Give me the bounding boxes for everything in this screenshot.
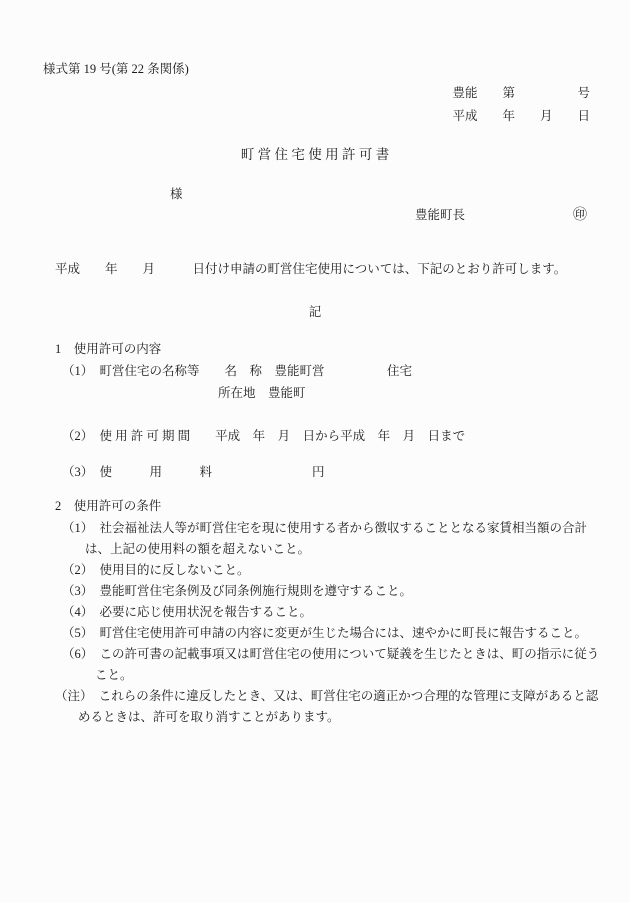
section2-note-line2: めるときは、許可を取り消すことがあります。: [78, 710, 340, 724]
section2-condition5: （5） 町営住宅使用許可申請の内容に変更が生じた場合には、速やかに町長に報告すること。: [62, 626, 588, 640]
document-number-line: 豊能 第 号: [452, 86, 590, 100]
section2-condition1-line2: は、上記の使用料の額を超えないこと。: [85, 542, 311, 556]
section1-item2-permit-period: （2） 使 用 許 可 期 間 平成 年 月 日から平成 年 月 日まで: [62, 429, 466, 443]
section2-note-line1: （注） これらの条件に違反したとき、又は、町営住宅の適正かつ合理的な管理に支障があると認: [55, 689, 599, 703]
section2-condition3: （3） 豊能町営住宅条例及び同条例施行規則を遵守すること。: [62, 584, 413, 598]
addressee-honorific: 様: [170, 187, 183, 201]
issuer-line: [415, 205, 630, 226]
section2-condition2: （2） 使用目的に反しないこと。: [62, 563, 250, 577]
section1-item1-housing-location: 所在地 豊能町: [218, 386, 306, 400]
section2-condition6-line2: こと。: [95, 668, 133, 682]
section2-condition6-line1: （6） この許可書の記載事項又は町営住宅の使用について疑義を生じたときは、町の指示に従う: [62, 647, 600, 661]
section2-condition4: （4） 必要に応じ使用状況を報告すること。: [62, 605, 313, 619]
record-marker: 記: [308, 305, 322, 319]
form-number: 様式第 19 号(第 22 条関係): [43, 62, 189, 76]
section2-heading: 2 使用許可の条件: [55, 499, 162, 513]
seal-icon: ㊞: [573, 208, 587, 223]
intro-sentence: 平成 年 月 日付け申請の町営住宅使用については、下記のとおり許可します。: [55, 262, 567, 276]
issue-date-line: 平成 年 月 日: [452, 109, 590, 123]
document-title: 町 営 住 宅 使 用 許 可 書: [240, 147, 390, 162]
section2-condition1-line1: （1） 社会福祉法人等が町営住宅を現に使用する者から徴収することとなる家賃相当額の合計: [62, 521, 588, 535]
section1-heading: 1 使用許可の内容: [55, 342, 162, 356]
section1-item3-usage-fee: （3） 使 用 料 円: [62, 465, 325, 479]
issuer-name: 豊能町長: [415, 208, 466, 222]
section1-item1-housing-name: （1） 町営住宅の名称等 名 称 豊能町営 住宅: [62, 364, 413, 378]
